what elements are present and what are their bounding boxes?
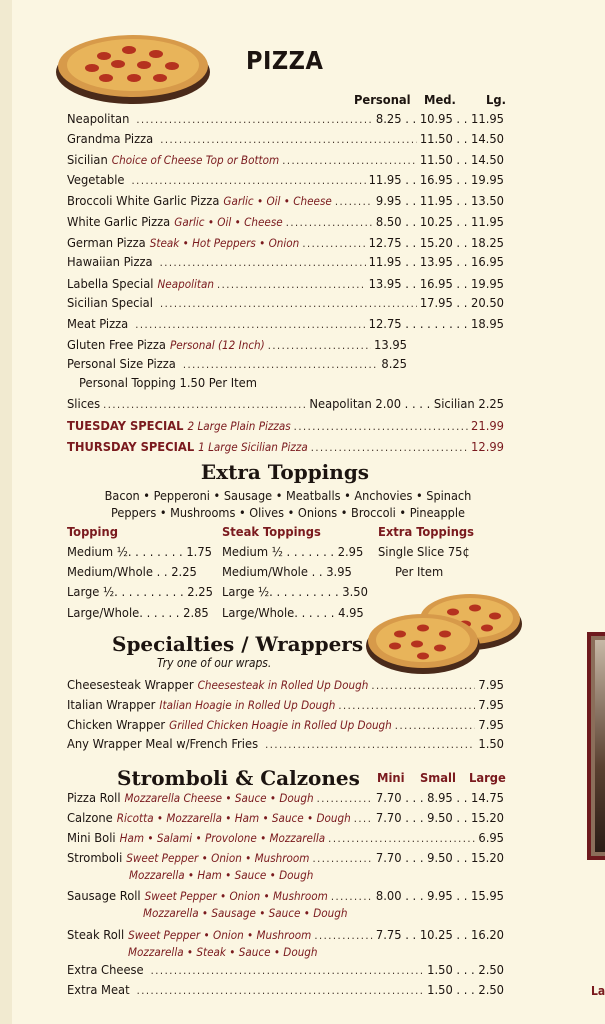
topping-price: Large/Whole. . . . . . 2.85 — [67, 606, 209, 621]
item-desc: Sweet Pepper • Onion • Mushroom — [126, 851, 310, 865]
item-sub-desc: Mozzarella • Sausage • Sauce • Dough — [143, 906, 348, 920]
item-prices: 11.95 . . 13.95 . . 16.95 — [368, 255, 504, 270]
menu-item — [67, 336, 407, 354]
item-prices: 13.95 . . 16.95 . . 19.95 — [368, 277, 504, 292]
item-desc: Sweet Pepper • Onion • Mushroom — [144, 889, 328, 903]
page-edge — [0, 0, 12, 1024]
item-prices: 8.25 . . 10.95 . . 11.95 — [375, 112, 504, 127]
topping-price: Medium ½ . . . . . . . 2.95 — [222, 545, 364, 560]
menu-item — [67, 151, 504, 169]
item-name: Broccoli White Garlic Pizza — [67, 194, 220, 209]
item-prices: 1.50 . . . 2.50 — [427, 963, 504, 978]
topping-price: Medium ½. . . . . . . . 1.75 — [67, 545, 212, 560]
item-name: Sicilian Special — [67, 296, 153, 311]
item-name: Vegetable — [67, 173, 125, 188]
menu-item — [67, 131, 504, 149]
special-name: THURSDAY SPECIAL — [67, 440, 195, 455]
slices-item — [67, 396, 504, 414]
item-name: Grandma Pizza — [67, 132, 154, 147]
item-prices: 7.70 . . . 9.50 . . 15.20 — [375, 851, 504, 866]
item-desc: Mozzarella Cheese • Sauce • Dough — [124, 791, 314, 805]
extra-toppings-title: Extra Toppings — [200, 460, 370, 484]
item-desc: Garlic • Oil • Cheese — [223, 194, 332, 208]
topping-price: Large ½. . . . . . . . . . 3.50 — [222, 585, 368, 600]
item-prices: 6.95 — [478, 831, 504, 846]
item-prices: 12.75 . . 15.20 . . 18.25 — [368, 236, 504, 251]
pizza-image — [54, 28, 212, 108]
item-name: White Garlic Pizza — [67, 215, 171, 230]
item-prices: 13.95 — [374, 338, 407, 353]
stromboli-header-mini: Mini — [377, 771, 405, 786]
menu-item — [67, 887, 504, 905]
item-name: Mini Boli — [67, 831, 116, 846]
item-prices: 17.95 . . 20.50 — [419, 296, 504, 311]
wrappers-title: Specialties / Wrappers — [112, 632, 364, 656]
menu-item — [67, 809, 504, 827]
special-desc: 1 Large Sicilian Pizza — [198, 440, 308, 454]
menu-item — [67, 696, 504, 714]
menu-item — [67, 736, 504, 754]
topping-price: Per Item — [395, 565, 444, 580]
item-prices: 7.95 — [478, 698, 504, 713]
menu-item — [67, 213, 504, 231]
special-price: 21.99 — [471, 419, 504, 434]
item-sub-desc: Mozzarella • Steak • Sauce • Dough — [128, 945, 318, 959]
stromboli-header-small: Small — [420, 771, 456, 786]
size-header-large: Lg. — [486, 93, 506, 108]
item-name: Cheesesteak Wrapper — [67, 678, 194, 693]
item-prices: 8.25 — [381, 357, 407, 372]
menu-item — [67, 829, 504, 847]
topping-price: Medium/Whole . . 3.95 — [222, 565, 352, 580]
item-prices: 8.50 . . 10.25 . . 11.95 — [375, 215, 504, 230]
item-desc: Ham • Salami • Provolone • Mozzarella — [119, 831, 326, 845]
item-name: Slices — [67, 397, 101, 412]
item-name: Italian Wrapper — [67, 698, 156, 713]
item-name: Sausage Roll — [67, 889, 141, 904]
menu-item — [67, 111, 504, 129]
item-prices: 7.75 . . 10.25 . . 16.20 — [375, 928, 504, 943]
menu-item — [67, 192, 504, 210]
item-name: Extra Cheese — [67, 963, 144, 978]
topping-col-header: Steak Toppings — [222, 525, 321, 540]
item-sub-desc: Mozzarella • Ham • Sauce • Dough — [129, 868, 314, 882]
item-name: Labella Special — [67, 277, 154, 292]
item-name: Steak Roll — [67, 928, 125, 943]
item-prices: 8.00 . . . 9.95 . . 15.95 — [375, 889, 504, 904]
item-desc: Cheesesteak in Rolled Up Dough — [197, 678, 369, 692]
menu-item — [67, 789, 504, 807]
item-prices: Neapolitan 2.00 . . . . Sicilian 2.25 — [309, 397, 504, 412]
menu-item — [67, 316, 504, 334]
item-desc: Neapolitan — [157, 277, 214, 291]
size-header-personal: Personal — [354, 93, 411, 108]
wrappers-note: Try one of our wraps. — [157, 656, 272, 670]
item-name: Chicken Wrapper — [67, 718, 166, 733]
item-name: Hawaiian Pizza — [67, 255, 153, 270]
item-prices: 11.50 . . 14.50 — [419, 153, 504, 168]
item-name: Sicilian — [67, 153, 108, 168]
size-header-medium: Med. — [424, 93, 456, 108]
item-name: Pizza Roll — [67, 791, 121, 806]
page-title: PIZZA — [246, 46, 324, 75]
menu-item — [67, 849, 504, 867]
topping-price: Medium/Whole . . 2.25 — [67, 565, 197, 580]
two-pizzas-image — [365, 586, 523, 678]
topping-col-header: Topping — [67, 525, 118, 540]
topping-col-header: Extra Toppings — [378, 525, 475, 540]
item-desc: Sweet Pepper • Onion • Mushroom — [128, 928, 312, 942]
item-prices: 7.95 — [478, 718, 504, 733]
item-name: Personal Size Pizza — [67, 357, 176, 372]
special-name: TUESDAY SPECIAL — [67, 419, 184, 434]
menu-item — [67, 962, 504, 980]
personal-topping-note: Personal Topping 1.50 Per Item — [79, 376, 257, 391]
menu-item — [67, 234, 504, 252]
edge-text: La — [591, 984, 605, 998]
topping-price: Large/Whole. . . . . . 4.95 — [222, 606, 364, 621]
item-prices: 11.50 . . 14.50 — [419, 132, 504, 147]
item-desc: Steak • Hot Peppers • Onion — [149, 236, 300, 250]
menu-item — [67, 254, 504, 272]
item-prices: 1.50 . . . 2.50 — [427, 983, 504, 998]
item-desc: Italian Hoagie in Rolled Up Dough — [159, 698, 336, 712]
special-price: 12.99 — [471, 440, 504, 455]
item-prices: 7.70 . . . 9.50 . . 15.20 — [375, 811, 504, 826]
menu-item — [67, 982, 504, 1000]
item-name: Any Wrapper Meal w/French Fries — [67, 737, 259, 752]
item-prices: 7.70 . . . 8.95 . . 14.75 — [375, 791, 504, 806]
toppings-list-line1: Bacon • Pepperoni • Sausage • Meatballs • Anchovies • Spinach — [104, 488, 472, 503]
item-desc: Grilled Chicken Hoagie in Rolled Up Dough — [169, 718, 392, 732]
toppings-list-line2: Peppers • Mushrooms • Olives • Onions • Broccoli • Pineapple — [110, 505, 466, 520]
menu-item — [67, 676, 504, 694]
topping-price: Large ½. . . . . . . . . . 2.25 — [67, 585, 213, 600]
item-prices: 11.95 . . 16.95 . . 19.95 — [368, 173, 504, 188]
topping-price: Single Slice 75¢ — [378, 545, 470, 560]
menu-item — [67, 356, 407, 374]
item-name: Calzone — [67, 811, 113, 826]
item-desc: Personal (12 Inch) — [169, 338, 265, 352]
menu-item — [67, 716, 504, 734]
menu-item — [67, 926, 504, 944]
item-desc: Garlic • Oil • Cheese — [174, 215, 283, 229]
item-name: Stromboli — [67, 851, 123, 866]
special-item — [67, 417, 504, 435]
item-name: Neapolitan — [67, 112, 130, 127]
special-item — [67, 438, 504, 456]
menu-item — [67, 275, 504, 293]
item-prices: 9.95 . . 11.95 . . 13.50 — [375, 194, 504, 209]
item-prices: 12.75 . . . . . . . . . 18.95 — [368, 317, 504, 332]
stromboli-header-large: Large — [469, 771, 506, 786]
item-name: Gluten Free Pizza — [67, 338, 166, 353]
menu-item — [67, 172, 504, 190]
item-name: Meat Pizza — [67, 317, 129, 332]
special-desc: 2 Large Plain Pizzas — [187, 419, 291, 433]
item-desc: Choice of Cheese Top or Bottom — [111, 153, 280, 167]
item-desc: Ricotta • Mozzarella • Ham • Sauce • Dough — [116, 811, 351, 825]
restaurant-photo — [595, 640, 605, 852]
item-name: Extra Meat — [67, 983, 130, 998]
stromboli-title: Stromboli & Calzones — [117, 766, 360, 790]
menu-item — [67, 295, 504, 313]
item-name: German Pizza — [67, 236, 146, 251]
item-prices: 7.95 — [478, 678, 504, 693]
item-prices: 1.50 — [478, 737, 504, 752]
